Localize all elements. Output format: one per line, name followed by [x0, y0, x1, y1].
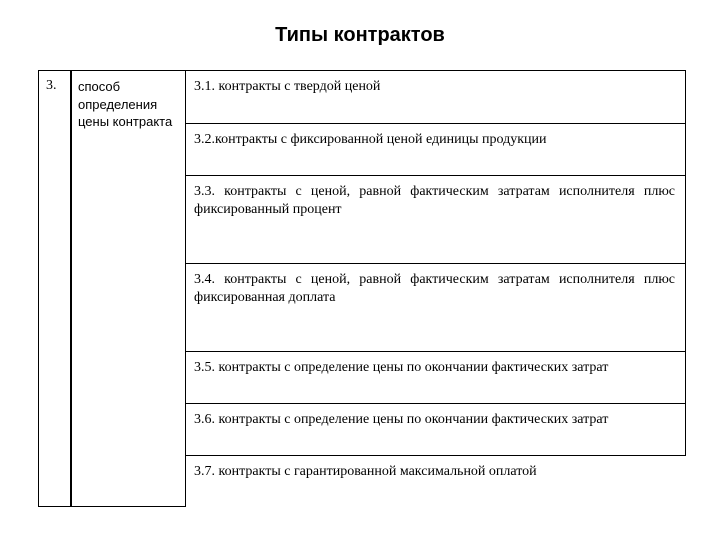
list-item: 3.4. контракты с ценой, равной фактическим затратам исполнителя плюс фиксированная доплата [186, 264, 686, 352]
list-item: 3.3. контракты с ценой, равной фактическим затратам исполнителя плюс фиксированный процент [186, 176, 686, 264]
list-item: 3.1. контракты с твердой ценой [186, 70, 686, 124]
table-number-cell [38, 70, 70, 507]
list-item: 3.2.контракты с фиксированной ценой единицы продукции [186, 124, 686, 176]
list-item: 3.5. контракты с определение цены по окончании фактических затрат [186, 352, 686, 404]
row-label: способ определения цены контракта [78, 79, 173, 129]
list-item: 3.7. контракты с гарантированной максимальной оплатой [194, 464, 537, 479]
contract-types-list [186, 70, 686, 506]
list-item: 3.6. контракты с определение цены по окончании фактических затрат [186, 404, 686, 456]
row-number: 3. [46, 78, 57, 93]
page-title: Типы контрактов [275, 24, 445, 46]
table-label-cell [70, 70, 186, 507]
